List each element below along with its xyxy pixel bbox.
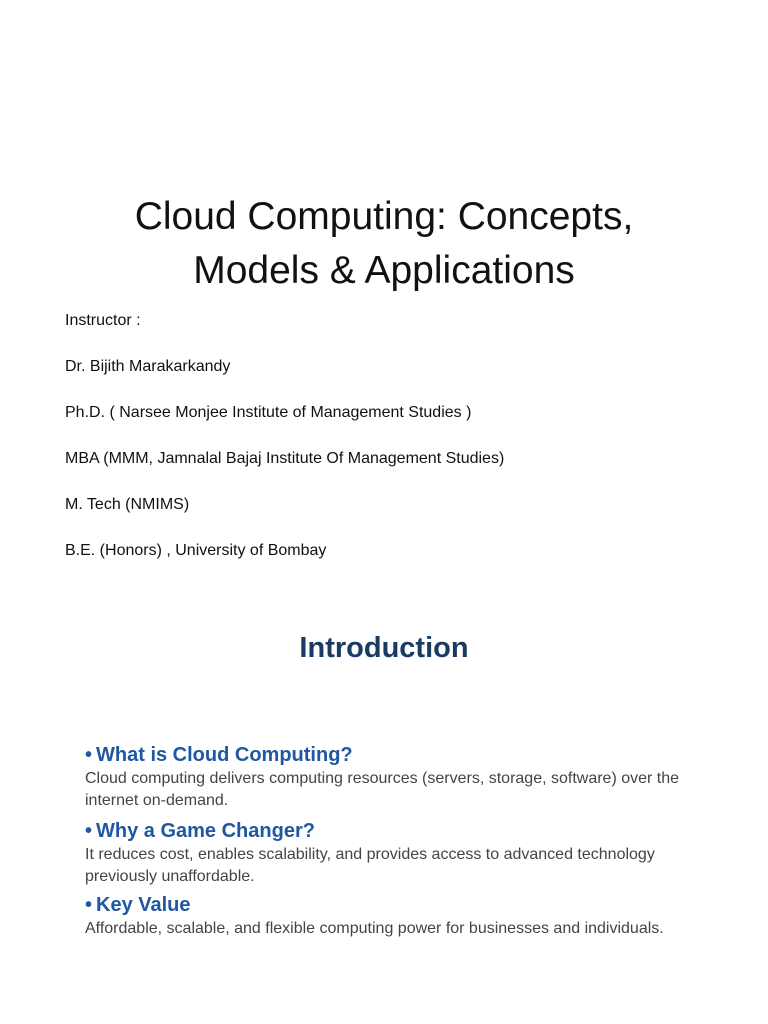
bullet-body: It reduces cost, enables scalability, and provides access to advanced technology previously unaffordable. xyxy=(85,846,655,885)
bullet-dot-icon: • xyxy=(85,820,93,842)
bullet-body: Cloud computing delivers computing resources (servers, storage, software) over the internet on-demand. xyxy=(85,770,680,809)
title-line-2: Models & Applications xyxy=(193,249,575,292)
bullet-heading xyxy=(85,818,685,844)
section-heading: Introduction xyxy=(299,632,469,664)
credential-be: B.E. (Honors) , University of Bombay xyxy=(65,542,327,559)
credential-mba: MBA (MMM, Jamnalal Bajaj Institute Of Management Studies) xyxy=(65,450,505,467)
credential-phd: Ph.D. ( Narsee Monjee Institute of Management Studies ) xyxy=(65,404,472,421)
document-title xyxy=(0,190,768,298)
bullet-heading xyxy=(85,892,685,918)
bullet-heading-text: Why a Game Changer? xyxy=(96,820,315,842)
bullet-dot-icon: • xyxy=(85,744,93,766)
instructor-name: Dr. Bijith Marakarkandy xyxy=(65,358,231,375)
bullet-heading xyxy=(85,742,685,768)
bullet-dot-icon: • xyxy=(85,894,93,916)
bullet-item xyxy=(85,892,685,940)
instructor-label: Instructor : xyxy=(65,312,141,329)
bullet-body: Affordable, scalable, and flexible computing power for businesses and individuals. xyxy=(85,920,664,937)
title-line-1: Cloud Computing: Concepts, xyxy=(134,195,634,238)
bullet-item xyxy=(85,818,685,888)
credential-mtech: M. Tech (NMIMS) xyxy=(65,496,190,513)
bullet-item xyxy=(85,742,685,812)
bullet-heading-text: What is Cloud Computing? xyxy=(96,744,353,766)
bullet-heading-text: Key Value xyxy=(96,894,191,916)
